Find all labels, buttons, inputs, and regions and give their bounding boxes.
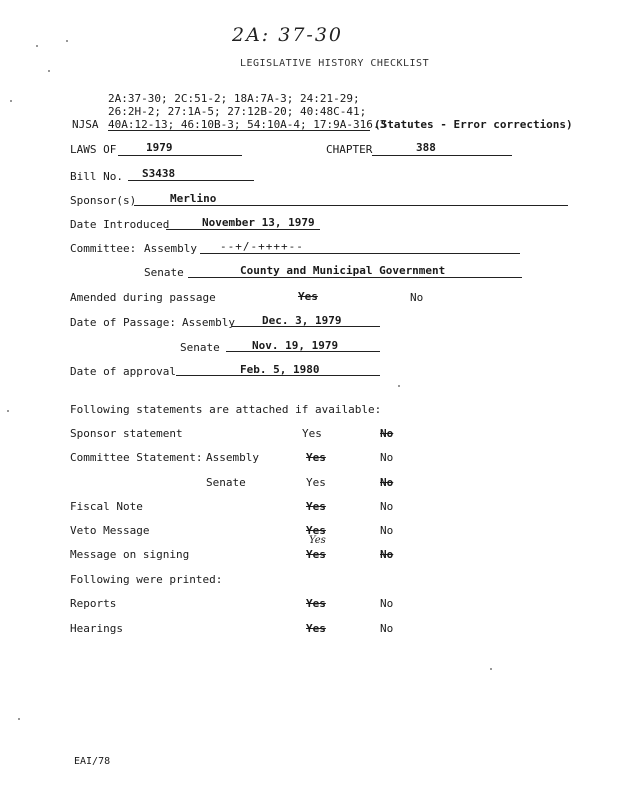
printed-intro: Following were printed: [70, 573, 223, 586]
handwritten-yes: Yes [309, 535, 326, 546]
njsa-underline [108, 130, 370, 131]
date-introduced-value: November 13, 1979 [202, 216, 315, 229]
statement-yes: Yes [306, 476, 326, 489]
committee-label: Committee: [70, 242, 137, 255]
date-of-approval-line [176, 375, 380, 376]
laws-of-line [118, 155, 242, 156]
date-of-approval-label: Date of approval [70, 365, 176, 378]
chapter-label: CHAPTER [326, 143, 373, 156]
date-of-passage-label: Date of Passage: [70, 316, 176, 329]
statement-label: Sponsor statement [70, 427, 183, 440]
chapter-value: 388 [416, 141, 436, 154]
statement-sub-label: Assembly [206, 451, 259, 464]
printed-no: No [380, 597, 394, 610]
attached-intro: Following statements are attached if available: [70, 403, 382, 416]
scan-speck [18, 718, 20, 720]
statement-yes: Yes [306, 451, 326, 464]
statement-no: No [380, 451, 394, 464]
amended-no: No [410, 291, 424, 304]
njsa-label: NJSA [72, 118, 99, 131]
scan-speck [66, 40, 68, 42]
statement-no: No [380, 427, 394, 440]
printed-yes: Yes [306, 622, 326, 635]
laws-of-value: 1979 [146, 141, 173, 154]
statement-label: Fiscal Note [70, 500, 143, 513]
committee-senate-line [188, 277, 522, 278]
njsa-line-2: 26:2H-2; 27:1A-5; 27:12B-20; 40:48C-41; [108, 105, 367, 118]
statement-no: No [380, 548, 394, 561]
passage-senate-line [226, 351, 380, 352]
passage-senate-label: Senate [180, 341, 220, 354]
statement-no: No [380, 500, 394, 513]
statement-label: Message on signing [70, 548, 190, 561]
statement-no: No [380, 476, 394, 489]
printed-yes: Yes [306, 597, 326, 610]
statement-yes: Yes [306, 548, 326, 561]
scan-speck [7, 410, 9, 412]
njsa-line-3: 40A:12-13; 46:10B-3; 54:10A-4; 17:9A-316.3 [108, 118, 387, 131]
njsa-line-1: 2A:37-30; 2C:51-2; 18A:7A-3; 24:21-29; [108, 92, 360, 105]
committee-senate-value: County and Municipal Government [240, 264, 446, 277]
scan-speck [10, 100, 12, 102]
statement-label: Veto Message [70, 524, 150, 537]
passage-assembly-label: Assembly [182, 316, 235, 329]
committee-assembly-value: --+/-++++-- [220, 240, 304, 253]
committee-assembly-label: Assembly [144, 242, 197, 255]
printed-no: No [380, 622, 394, 635]
handwritten-reference: 2A: 37-30 [232, 24, 344, 46]
printed-label: Hearings [70, 622, 123, 635]
date-of-approval-value: Feb. 5, 1980 [240, 363, 320, 376]
scan-speck [490, 668, 492, 670]
scan-speck [36, 45, 38, 47]
sponsor-line [134, 205, 568, 206]
laws-of-label: LAWS OF [70, 143, 117, 156]
bill-no-line [128, 180, 254, 181]
passage-assembly-line [232, 326, 380, 327]
committee-assembly-line [200, 253, 520, 254]
scan-speck [48, 70, 50, 72]
passage-assembly-value: Dec. 3, 1979 [262, 314, 342, 327]
sponsor-value: Merlino [170, 192, 217, 205]
date-introduced-label: Date Introduced [70, 218, 170, 231]
statement-label: Committee Statement: [70, 451, 203, 464]
scan-speck [398, 385, 400, 387]
bill-no-value: S3438 [142, 167, 176, 180]
footer-code: EAI/78 [74, 756, 111, 767]
sponsor-label: Sponsor(s) [70, 194, 137, 207]
statement-no: No [380, 524, 394, 537]
amended-label: Amended during passage [70, 291, 216, 304]
statement-yes: Yes [302, 427, 322, 440]
statement-yes: Yes [306, 500, 326, 513]
bill-no-label: Bill No. [70, 170, 123, 183]
statement-yes: Yes [306, 524, 326, 537]
statement-sub-label: Senate [206, 476, 246, 489]
committee-senate-label: Senate [144, 266, 184, 279]
printed-label: Reports [70, 597, 117, 610]
date-introduced-line [166, 229, 320, 230]
passage-senate-value: Nov. 19, 1979 [252, 339, 339, 352]
njsa-note: (Statutes - Error corrections) [374, 118, 573, 131]
chapter-line [372, 155, 512, 156]
document-title: LEGISLATIVE HISTORY CHECKLIST [240, 58, 430, 69]
amended-yes: Yes [298, 290, 318, 303]
